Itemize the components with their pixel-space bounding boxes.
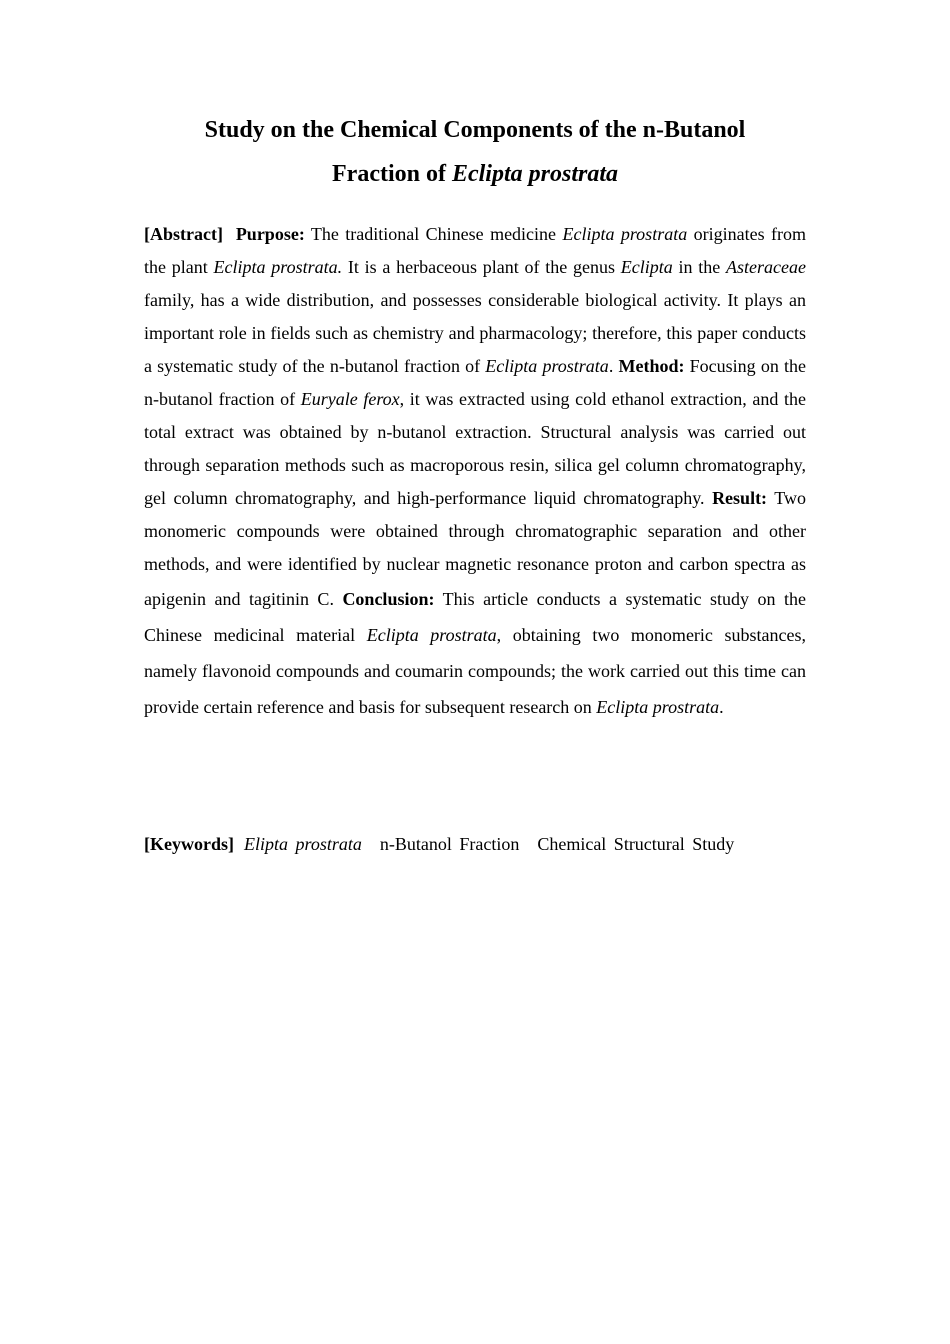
keywords-line: [144, 830, 806, 858]
abstract-text: The traditional Chinese medicine: [304, 224, 563, 244]
species-name: Eclipta prostrata: [562, 224, 688, 244]
title-text: Fraction of: [332, 161, 452, 187]
abstract-text: originates from the plant: [144, 224, 806, 277]
conclusion-label: Conclusion:: [342, 589, 435, 609]
paper-title-line-1: [0, 108, 950, 152]
keyword-item: Elipta prostrata: [243, 834, 362, 854]
result-label: Result:: [712, 488, 768, 508]
abstract-text: in the: [672, 257, 727, 277]
abstract-text: Two monomeric compounds were obtained through chromatographic separation and other methods, and were identified by nuclear magnetic resonance proton and carbon spectra as apigenin and tagitinin C.: [144, 488, 806, 609]
species-name: Eclipta prostrata: [366, 625, 497, 645]
paper-title-line-2: [0, 152, 950, 196]
abstract-text: It is a herbaceous plant of the genus: [342, 257, 621, 277]
species-name: Eclipta prostrata.: [213, 257, 343, 277]
keyword-item: n-Butanol Fraction: [379, 834, 520, 854]
species-name: Eclipta prostrata: [596, 697, 720, 717]
abstract-text: , obtaining two monomeric substances, namely flavonoid compounds and coumarin compounds; the work carried out this time can provide certain reference and basis for subsequent research on: [144, 625, 806, 717]
abstract-paragraph: [144, 218, 806, 725]
abstract-text: , it was extracted using cold ethanol extraction, and the total extract was obtained by n-butanol extraction. Structural analysis was carried out through separation methods such as macroporous resin, silica gel column chromatography, gel column chromatography, and high-performance liquid chromatography.: [144, 389, 806, 508]
abstract-text: family, has a wide distribution, and possesses considerable biological activity. It plays an important role in fields such as chemistry and pharmacology; therefore, this paper conducts a systematic study of the n-butanol fraction of: [144, 290, 806, 376]
abstract-text: .: [719, 697, 724, 717]
purpose-label: Purpose:: [235, 224, 305, 244]
keyword-item: Chemical Structural Study: [537, 834, 735, 854]
species-name: Euryale ferox: [300, 389, 400, 409]
title-text: Study on the Chemical Components of the n-Butanol: [204, 117, 746, 143]
abstract-label: [Abstract]: [144, 224, 223, 244]
keywords-label: [Keywords]: [144, 834, 234, 854]
abstract-text: This article conducts a systematic study on the Chinese medicinal material: [144, 589, 806, 645]
family-name: Asteraceae: [726, 257, 806, 277]
abstract-text: .: [608, 356, 619, 376]
title-species-name: Eclipta prostrata: [451, 161, 618, 187]
method-label: Method:: [618, 356, 685, 376]
species-name: Eclipta prostrata: [485, 356, 609, 376]
abstract-text: Focusing on the n-butanol fraction of: [144, 356, 806, 409]
genus-name: Eclipta: [620, 257, 673, 277]
